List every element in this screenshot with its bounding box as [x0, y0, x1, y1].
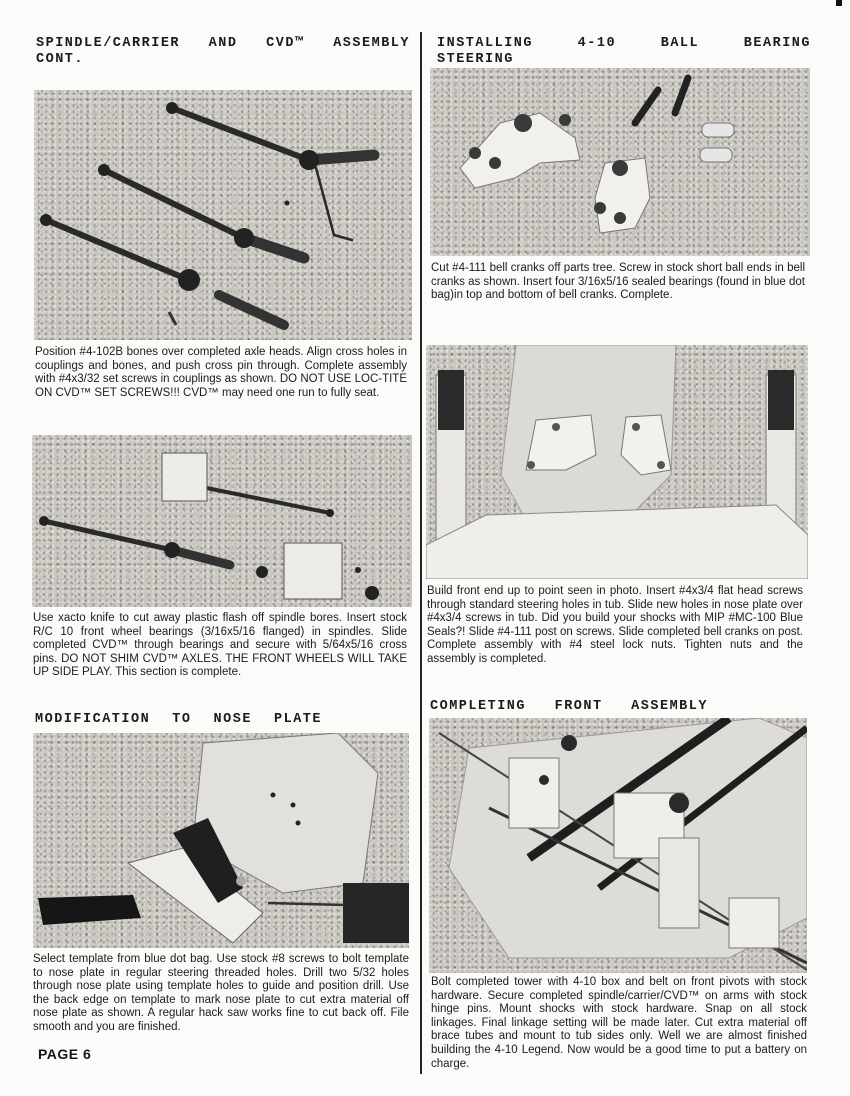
- heading-line-2: STEERING: [437, 52, 514, 67]
- caption-nose-plate: Select template from blue dot bag. Use stock #8 screws to bolt template to nose plate in regular steering threaded holes. Drill two 5/32 holes through nose plate using template holes to guide and position drill. Use the back edge on template to mark nose plate to cut extra material off nose plate as shown. A regular hack saw works fine to cut back off. File smooth and you are finished.: [33, 953, 409, 1033]
- caption-front-end: Build front end up to point seen in photo. Insert #4x3/4 flat head screws through standard steering holes in tub. Slide new holes in nose plate over #4x3/4 screws in tub. Did you build your shocks with MIP #MC-100 Blue Seals?! Slide #4-111 post on screws. Slide completed bell cranks on post. Complete assembly with #4 steel lock nuts. Tighten nuts and the assembly is completed.: [427, 585, 803, 665]
- photo-bell-cranks: [430, 68, 810, 256]
- section-heading-completing-front: COMPLETING FRONT ASSEMBLY: [430, 699, 708, 714]
- photo-cvd-bones: [34, 90, 412, 340]
- section-heading-spindle-carrier: [36, 36, 410, 68]
- heading-line-1: SPINDLE/CARRIER AND CVD™ ASSEMBLY: [36, 36, 410, 51]
- photo-nose-plate: [33, 733, 409, 948]
- page-number: PAGE 6: [38, 1046, 92, 1062]
- caption-cvd-bones: Position #4-102B bones over completed axle heads. Align cross holes in couplings and bones, and push cross pin through. Complete assembly with #4x3/32 set screws in couplings as shown. DO NOT USE LOC-TITE ON CVD™ SET SCREWS!!! CVD™ may need one run to fully seat.: [35, 346, 407, 399]
- caption-spindles: Use xacto knife to cut away plastic flash off spindle bores. Insert stock R/C 10 front wheel bearings (3/16x5/16 flanged) in spindles. Slide completed CVD™ through bearings and secure with 5/64x5/16 cross pins. DO NOT SHIM CVD™ AXLES. THE FRONT WHEELS WILL TAKE UP SIDE PLAY. This section is complete.: [33, 612, 407, 679]
- photo-front-end: [426, 345, 808, 579]
- caption-bell-cranks: Cut #4-111 bell cranks off parts tree. Screw in stock short ball ends in bell cranks as shown. Insert four 3/16x5/16 sealed bearings (found in blue dot bag)in top and bottom of bell cranks. Complete.: [431, 262, 805, 302]
- scan-mark: [836, 0, 842, 6]
- column-divider: [420, 32, 422, 1074]
- heading-line-2: CONT.: [36, 52, 85, 67]
- heading-line-1: INSTALLING 4-10 BALL BEARING: [437, 36, 811, 51]
- section-heading-ball-bearing-steering: [437, 36, 811, 68]
- photo-front-assembly: [429, 718, 807, 973]
- caption-front-assembly: Bolt completed tower with 4-10 box and belt on front pivots with stock hardware. Secure completed spindle/carrier/CVD™ on arms with stock hinge pins. Mount shocks with stock hardware. Snap on all stock linkages. Final linkage setting will be made later. Cut extra material off brace tubes and mount to tub sides only. Well we are almost finished building the 4-10 Legend. Now would be a good time to put a battery on charge.: [431, 976, 807, 1070]
- photo-spindles: [32, 435, 412, 607]
- section-heading-nose-plate: MODIFICATION TO NOSE PLATE: [35, 712, 322, 727]
